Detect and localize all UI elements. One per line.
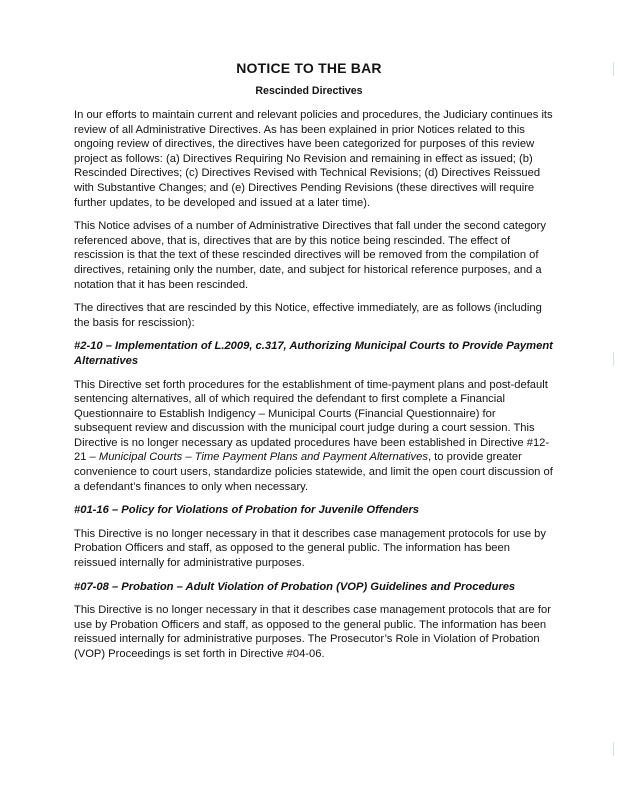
- directive-heading: #07-08 – Probation – Adult Violation of Probation (VOP) Guidelines and Procedures: [74, 580, 516, 593]
- directive-section: [74, 580, 554, 662]
- scan-edge-mark: [613, 62, 614, 76]
- directive-section: [74, 503, 554, 570]
- page-title: NOTICE TO THE BAR: [236, 60, 382, 76]
- notice-paragraph: This Notice advises of a number of Administrative Directives that fall under the second category referenced above, that is, directives that are by this notice being rescinded. The effect of rescission is that the text of these rescinded directives will be removed from the compilation of directives, retaining only the number, date, and subject for historical reference purposes, and a notation that it has been rescinded.: [74, 220, 546, 291]
- directive-text-part: This Directive set forth procedures for the establishment of time-payment plans and post-default sentencing alternatives, all of which required the defendant to first complete a Financial Questionnaire to Establish Indigency – Municipal Courts (Financial Questionnaire) for subsequent review and discussion with the municipal court judge during a court session. This Directive is no longer necessary as updated procedures have been established in Directive #12-21 –: [74, 378, 550, 464]
- directive-section: [74, 339, 554, 494]
- scan-edge-mark: [613, 742, 614, 756]
- page-subtitle: Rescinded Directives: [255, 85, 363, 97]
- directive-heading: #2-10 – Implementation of L.2009, c.317, Authorizing Municipal Courts to Provide Payment Alternatives: [74, 340, 553, 367]
- directive-text: This Directive is no longer necessary in that it describes case management protocols for use by Probation Officers and staff, as opposed to the general public. The information has been reissued internally for administrative purposes.: [74, 527, 546, 570]
- scan-edge-mark: [613, 352, 614, 366]
- list-intro-paragraph: The directives that are rescinded by this Notice, effective immediately, are as follows (including the basis for rescission):: [74, 302, 542, 329]
- directive-text: [74, 378, 554, 495]
- document-body: [74, 108, 554, 671]
- intro-paragraph: In our efforts to maintain current and relevant policies and procedures, the Judiciary continues its review of all Administrative Directives. As has been explained in prior Notices related to this ongoing review of directives, the directives have been categorized for purposes of this review project as follows: (a) Directives Requiring No Revision and remaining in effect as issued; (b) Rescinded Directives; (c) Directives Revised with Technical Revisions; (d) Directives Reissued with Substantive Changes; and (e) Directives Pending Revisions (these directives will require further updates, to be developed and issued at a later time).: [74, 109, 553, 209]
- directive-text-part: , to provide greater convenience to court users, standardize policies statewide, and limit the open court discussion of a defendant’s finances to only when necessary.: [74, 451, 553, 493]
- directive-text-italic: Municipal Courts – Time Payment Plans and Payment Alternatives: [98, 451, 428, 464]
- directive-heading: #01-16 – Policy for Violations of Probation for Juvenile Offenders: [74, 504, 420, 517]
- directive-text: This Directive is no longer necessary in that it describes case management protocols that are for use by Probation Officers and staff, as opposed to the general public. The information has been reissued internally for administrative purposes. The Prosecutor’s Role in Violation of Probation (VOP) Proceedings is set forth in Directive #04-06.: [74, 604, 551, 660]
